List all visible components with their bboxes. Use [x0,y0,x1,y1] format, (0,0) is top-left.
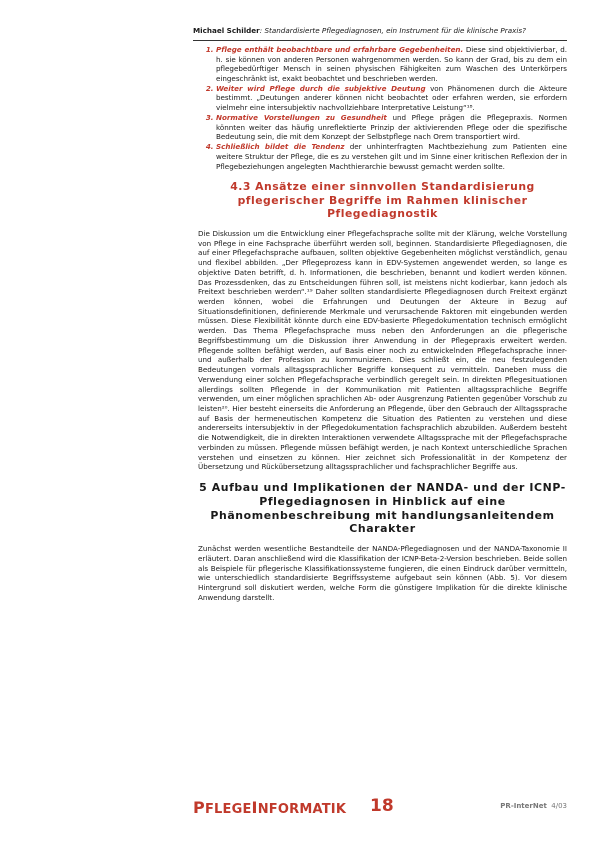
journal-brand: PFLEGEINFORMATIK [193,798,347,817]
section-4-3-heading: 4.3 Ansätze einer sinnvollen Standardisierung pflegerischer Begriffe im Rahmen klinischer Pflegediagnostik [230,180,535,221]
point-lead: Normative Vorstellungen zu Gesundheit [216,113,387,123]
point-text: und Pflege prägen die Pflegepraxis. Normen könnten weiter das häufig unreflektierte Prinzip der aktivierenden Pflege oder die spezifische Bedeutung sein, die mit dem Konzept der Selbstpflege nach Orem transportiert wird. [216,113,567,142]
section-5-heading: 5 Aufbau und Implikationen der NANDA- und der ICNP-Pflegediagnosen in Hinblick auf eine Phänomenbeschreibung mit handlungsanleitendem Charakter [199,480,566,536]
issue-number: 4/03 [551,802,567,810]
header-author: Michael Schilder [193,26,260,35]
point-2 [216,84,567,113]
point-lead: Pflege enthält beobachtbare und erfahrbare Gegebenheiten. [216,45,464,54]
section-4-3-body: Die Diskussion um die Entwicklung einer Pflegefachsprache sollte mit der Klärung, welche Vorstellung von Pflege in eine Fachsprache überführt werden soll, beginnen. Standardisierte Pflegediagnosen, die auf einer Pflegefachsprache aufbauen, sollten objektive Gegebenheiten möglichst verständlich, genau und flexibel abbilden. „Der Pflegeprozess kann in EDV-Systemen angewendet werden, so lange es objektive Daten betrifft, d. h. Informationen, die beschrieben, benannt und kodiert werden können. Das Prozessdenken, das zu Entscheidungen führen soll, ist meistens nicht kodierbar, kann jedoch als Freitext beschrieben werden“.¹⁹ Daher sollten standardisierte Pflegediagnosen durch Freitext ergänzt werden können, wobei die Erfahrungen und Deutungen der Akteure in Bezug auf Situationsdefinitionen, definierende Merkmale und verursachende Faktoren mit eingebunden werden müssen. Diese Flexibilität könnte durch eine EDV-basierte Pflegedokumentation technisch ermöglicht werden. Das Thema Pflegefachsprache muss neben den Anforderungen an die pflegerische Begriffsbestimmung um die Diskussion ihrer Anwendung in der Pflegepraxis erweitert werden. Pflegende sollten befähigt werden, auf Basis einer noch zu entwickelnden Pflegefachsprache inner- und außerhalb der Profession zu kommunizieren. Dies schließt ein, die neu festzulegenden Bedeutungen vormals alltagssprachlicher Begriffe konsequent zu vermitteln. Daneben muss die Verwendung einer solchen Pflegefachsprache verbindlich geregelt sein. In direkten Pflegesituationen allerdings sollten Pflegende in der Kommunikation mit Patienten alltagssprachliche Begriffe verwenden, um einer möglichen sprachlichen Ab- oder Ausgrenzung Patienten gegenüber Vorschub zu leisten²⁰. Hier besteht einerseits die Anforderung an Pflegende, über den Gebrauch der Alltagssprache auf Basis der hermeneutischen Kompetenz die Situation des Patienten zu verstehen und diese andererseits intersubjektiv in der Pflegedokumentation fachsprachlich abzubilden. Außerdem besteht die Notwendigkeit, die in direkten Interaktionen verwendete Alltagssprache mit der Pflegefachsprache verbinden zu müssen. Pflegende müssen befähigt werden, je nach Kontext unterschiedliche Sprachen verstehen und einsetzen zu können. Hier zeichnet sich Professionalität in der Kompetenz der Übersetzung und Rückübersetzung alltagssprachlicher und fachsprachlicher Begriffe aus. [198,229,567,472]
point-text: der unhinterfragten Machtbeziehung zum Patienten eine weitere Struktur der Pflege, die es zu verstehen gilt und im Sinne einer kritischen Reflexion der in Pflegebeziehungen angelegten Machthierarchie bewusst gemacht werden sollte. [216,142,567,171]
issue-info [500,802,567,810]
point-4 [216,142,567,171]
main-content [198,45,567,770]
running-header [193,26,567,40]
point-1 [216,45,567,83]
point-lead: Weiter wird Pflege durch die subjektive Deutung [216,83,426,93]
publisher: PR-InterNet [500,802,547,810]
header-rule [193,40,567,41]
numbered-points [198,45,567,171]
page-footer [193,798,567,820]
point-text: Diese sind objektivierbar, d. h. sie können von anderen Personen wahrgenommen werden. So kann der Grad, bis zu dem ein pflegebedürftiger Mensch in seinen physischen Fähigkeiten zum Waschen des Unterkörpers eingeschränkt ist, exakt beobachtet und beschrieben werden. [216,45,567,83]
page-number: 18 [370,796,394,816]
point-3 [216,113,567,142]
section-5-body: Zunächst werden wesentliche Bestandteile der NANDA-Pflegediagnosen und der NANDA-Taxonomie II erläutert. Daran anschließend wird die Klassifikation der ICNP-Beta-2-Version beschrieben. Beide sollen als Beispiele für pflegerische Klassifikationssysteme fungieren, die einen Eindruck darüber vermitteln, wie unterschiedlich standardisierte Begriffssysteme aufgebaut sein können (Abb. 5). Vor diesem Hintergrund soll diskutiert werden, welche Form die günstigere Implikation für die direkte klinische Anwendung darstellt. [198,544,567,602]
header-subtitle: : Standardisierte Pflegediagnosen, ein Instrument für die klinische Praxis? [259,26,526,35]
point-text: von Phänomenen durch die Akteure bestimmt. „Deutungen anderer können nicht beobachtet oder erfahren werden, sie erfordern vielmehr eine intersubjektiv nachvollziehbare Interpretative Leistung“¹⁸. [216,83,567,113]
point-lead: Schließlich bildet die Tendenz [216,142,345,152]
